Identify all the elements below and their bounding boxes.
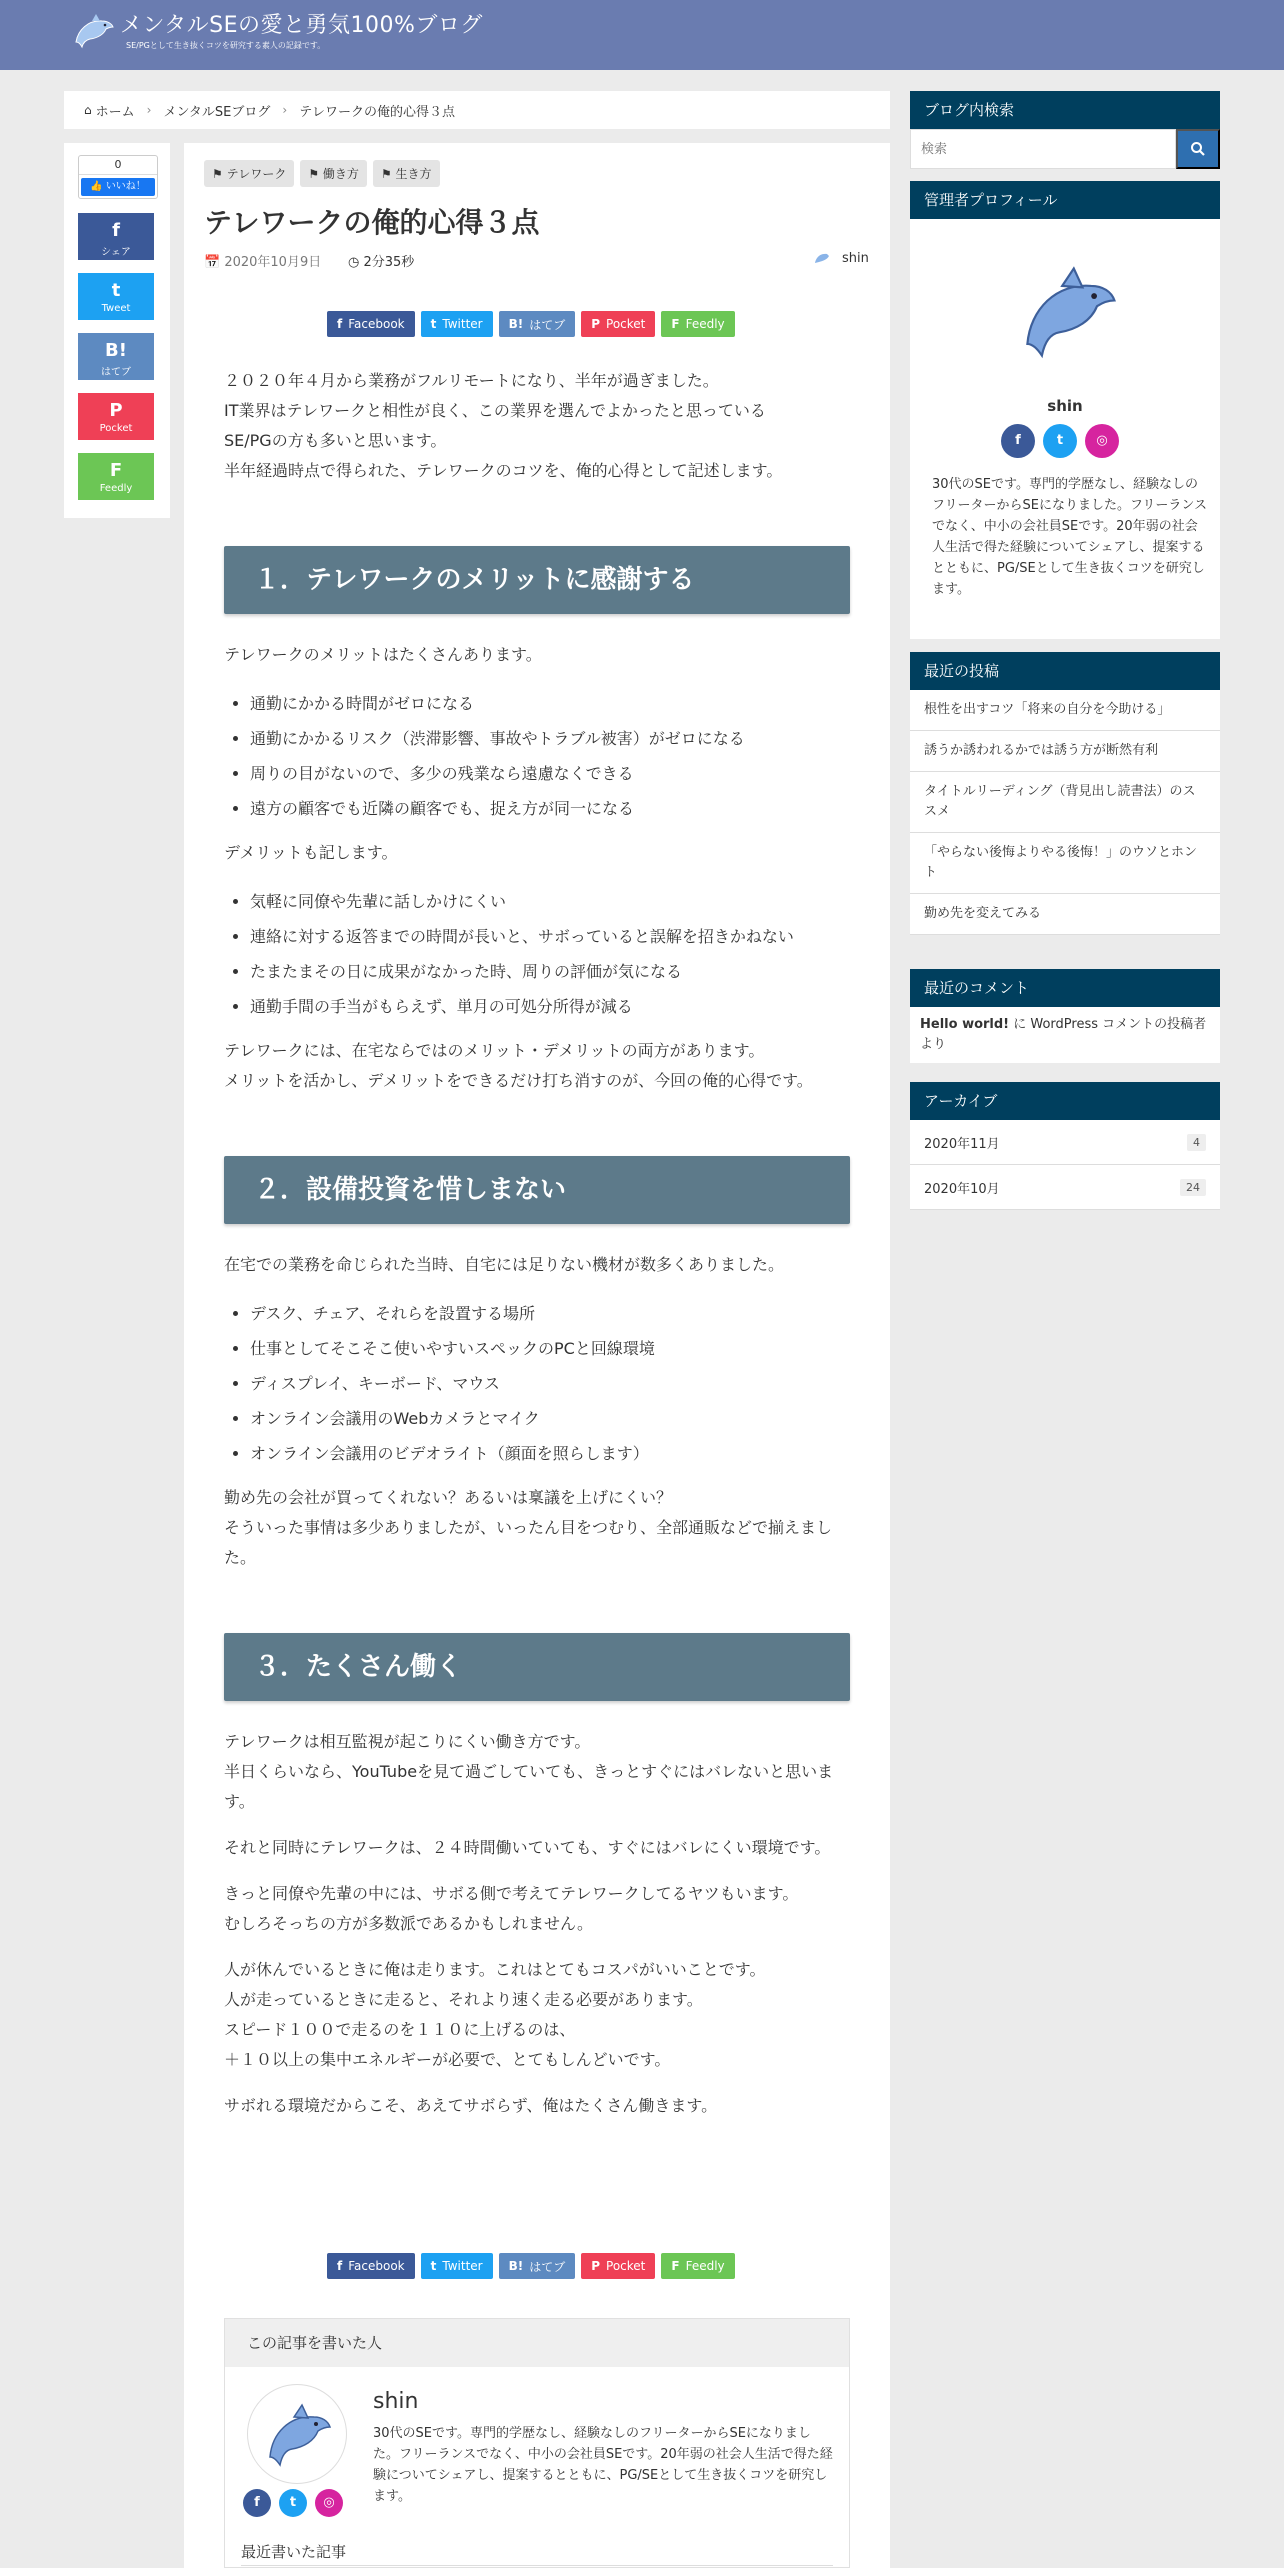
- author-avatar[interactable]: [247, 2384, 347, 2484]
- paragraph: 在宅での業務を命じられた当時、自宅には足りない機材が数多くありました。: [224, 1255, 785, 1274]
- calendar-icon: 📅: [204, 255, 225, 270]
- search-widget-title: ブログ内検索: [910, 91, 1220, 129]
- merit-list: [224, 686, 850, 826]
- text-line: SE/PGの方も多いと思います。: [224, 431, 447, 450]
- twitter-icon[interactable]: t: [279, 2489, 307, 2517]
- text-line: テレワークは相互監視が起こりにくい働き方です。: [224, 1732, 591, 1751]
- archive-count: 4: [1187, 1134, 1206, 1151]
- feedly-icon: F: [671, 317, 680, 331]
- profile-name: shin: [1047, 397, 1083, 415]
- list-item: • オンライン会議用のWebカメラとマイク: [250, 1401, 850, 1436]
- chevron-right-icon: ›: [282, 103, 288, 117]
- home-icon: ⌂: [84, 103, 92, 117]
- twitter-share-button[interactable]: [421, 2253, 493, 2279]
- text-line: ＋１０以上の集中エネルギーが必要で、とてもしんどいです。: [224, 2050, 671, 2069]
- share-label: Facebook: [348, 2259, 405, 2273]
- archive-count: 24: [1180, 1179, 1206, 1196]
- list-item: • 連絡に対する返答までの時間が長いと、サボっていると誤解を招きかねない: [250, 919, 850, 954]
- recent-comment: [910, 1007, 1220, 1063]
- section-heading-3: ３．たくさん働く: [224, 1633, 850, 1701]
- paragraph: [224, 1879, 850, 1939]
- list-item: • オンライン会議用のビデオライト（顔面を照らします）: [250, 1436, 850, 1471]
- facebook-share-button[interactable]: [327, 311, 415, 337]
- profile-widget-title: 管理者プロフィール: [910, 181, 1220, 219]
- profile-widget: [910, 181, 1220, 639]
- text-line: 勤め先の会社が買ってくれない？あるいは稟議を上げにくい？: [224, 1488, 673, 1507]
- author-box: [224, 2318, 850, 2568]
- chevron-right-icon: ›: [146, 103, 152, 117]
- dolphin-logo-icon: [70, 12, 116, 52]
- list-item: • 通勤手間の手当がもらえず、単月の可処分所得が減る: [250, 989, 850, 1024]
- share-label: Feedly: [685, 317, 725, 331]
- author-avatar-icon: [812, 248, 832, 268]
- list-item: • デスク、チェア、それらを設置する場所: [250, 1296, 850, 1331]
- feedly-share-button[interactable]: [661, 2253, 734, 2279]
- post-date-value: 2020年10月9日: [224, 255, 322, 270]
- twitter-icon: t: [111, 280, 121, 301]
- facebook-icon: f: [337, 2259, 343, 2273]
- text-line: メリットを活かし、デメリットをできるだけ打ち消すのが、今回の俺的心得です。: [224, 1071, 813, 1090]
- share-label: Twitter: [442, 2259, 483, 2273]
- comment-post-link[interactable]: [920, 1017, 1009, 1032]
- hatena-icon: B!: [508, 2259, 524, 2273]
- feedly-icon: F: [671, 2259, 680, 2273]
- share-label: はてブ: [529, 317, 566, 332]
- facebook-icon[interactable]: f: [1001, 424, 1035, 458]
- text-line: IT業界はテレワークと相性が良く、この業界を選んでよかったと思っている: [224, 401, 766, 420]
- search-icon: [1190, 141, 1206, 157]
- dolphin-icon: [1010, 254, 1126, 370]
- paragraph: デメリットも記します。: [224, 843, 398, 862]
- tag-list: [204, 160, 446, 187]
- tag-label: テレワーク: [226, 167, 287, 181]
- breadcrumb-category[interactable]: メンタルSEブログ: [163, 104, 271, 120]
- site-subtitle: SE/PGとして生き抜くコツを研究する素人の記録です。: [126, 41, 326, 50]
- share-label: Pocket: [99, 423, 133, 434]
- list-item: • たまたまその日に成果がなかった時、周りの評価が気になる: [250, 954, 850, 989]
- text-line: むしろそっちの方が多数派であるかもしれません。: [224, 1914, 593, 1933]
- section-heading-2: ２．設備投資を惜しまない: [224, 1156, 850, 1224]
- facebook-icon: f: [112, 220, 120, 241]
- pocket-icon: P: [109, 400, 123, 421]
- tag-label: 生き方: [395, 167, 432, 181]
- site-title: メンタルSEの愛と勇気100%ブログ: [120, 13, 483, 38]
- thumbs-up-icon: 👍: [90, 181, 106, 192]
- intro-paragraph: [224, 366, 850, 486]
- comment-post-title: Hello world!: [920, 1017, 1010, 1032]
- share-label: Feedly: [685, 2259, 725, 2273]
- author-social-links: [243, 2489, 351, 2517]
- facebook-icon: f: [337, 317, 343, 331]
- author-box-desc: 30代のSEです。専門的学歴なし、経験なしのフリーターからSEになりました。フリーランスでなく、中小の会社員SEです。20年弱の社会人生活で得た経験についてシェアし、提案するとともに、PG/SEとして生き抜くコツを研究します。: [373, 2426, 833, 2504]
- paragraph: [224, 1036, 850, 1096]
- facebook-share-button[interactable]: [327, 2253, 415, 2279]
- share-label: Twitter: [442, 317, 483, 331]
- text-line: テレワークには、在宅ならではのメリット・デメリットの両方があります。: [224, 1041, 765, 1060]
- recent-comments-title: 最近のコメント: [910, 969, 1220, 1007]
- author-recent-heading: 最近書いた記事: [241, 2543, 347, 2561]
- tag-icon: ⚑: [212, 167, 227, 181]
- share-horizontal-top: [327, 311, 741, 337]
- post-date: [204, 251, 321, 270]
- paragraph: [224, 1727, 850, 1817]
- tag-workstyle[interactable]: [300, 160, 367, 187]
- feedly-share-button[interactable]: [661, 311, 734, 337]
- share-label: はてブ: [101, 367, 131, 378]
- recent-posts-title: 最近の投稿: [910, 652, 1220, 690]
- paragraph: [224, 2091, 850, 2121]
- paragraph: テレワークのメリットはたくさんあります。: [224, 645, 542, 664]
- list-item: • ディスプレイ、キーボード、マウス: [250, 1366, 850, 1401]
- facebook-icon[interactable]: f: [243, 2489, 271, 2517]
- hatena-share-button[interactable]: [499, 2253, 576, 2279]
- site-header: [0, 0, 1284, 70]
- share-label: Facebook: [348, 317, 405, 331]
- tag-lifestyle[interactable]: [373, 160, 440, 187]
- text-line: 半年経過時点で得られた、テレワークのコツを、俺的心得として記述します。: [224, 461, 783, 480]
- search-input[interactable]: [910, 129, 1176, 169]
- main-article: [184, 143, 890, 2568]
- author-box-heading: この記事を書いた人: [225, 2319, 849, 2367]
- pocket-icon: P: [591, 317, 601, 331]
- author-box-name: shin: [373, 2389, 419, 2414]
- breadcrumb-home[interactable]: ホーム: [95, 104, 135, 120]
- recent-post-link[interactable]: 勤め先を変えてみる: [910, 894, 1220, 935]
- recent-post-link[interactable]: 「やらない後悔よりやる後悔！」のウソとホント: [910, 833, 1220, 894]
- pocket-icon: P: [591, 2259, 601, 2273]
- search-button[interactable]: [1176, 129, 1220, 169]
- share-label: シェア: [101, 247, 131, 258]
- equipment-list: [224, 1296, 850, 1471]
- list-item: • 気軽に同僚や先輩に話しかけにくい: [250, 884, 850, 919]
- hatena-share-button[interactable]: [78, 333, 154, 380]
- share-horizontal-bottom: [327, 2253, 741, 2279]
- archives-widget: [910, 1082, 1220, 1210]
- twitter-icon[interactable]: t: [1043, 424, 1077, 458]
- share-label: はてブ: [529, 2259, 566, 2274]
- facebook-share-button[interactable]: [78, 213, 154, 260]
- twitter-share-button[interactable]: [78, 273, 154, 320]
- text-line: 半日くらいなら、YouTubeを見て過ごしていても、きっとすぐにはバレないと思います。: [224, 1762, 834, 1811]
- recent-posts-widget: [910, 652, 1220, 935]
- tag-icon: ⚑: [380, 167, 396, 181]
- recent-post-link[interactable]: 根性を出すコツ「将来の自分を今助ける」: [910, 690, 1220, 731]
- paragraph: [224, 1833, 850, 1863]
- feedly-share-button[interactable]: [78, 453, 154, 500]
- pocket-share-button[interactable]: [581, 311, 655, 337]
- dolphin-icon: [258, 2395, 338, 2475]
- profile-social-links: [1001, 424, 1127, 458]
- archives-title: アーカイブ: [910, 1082, 1220, 1120]
- feedly-icon: F: [109, 460, 123, 481]
- instagram-icon[interactable]: ◎: [1085, 424, 1119, 458]
- like-count: 0: [79, 156, 157, 175]
- share-label: Tweet: [101, 303, 131, 314]
- recent-post-link[interactable]: タイトルリーディング（背見出し読書法）のススメ: [910, 772, 1220, 833]
- text-line: それと同時にテレワークは、２４時間働いていても、すぐにはバレにくい環境です。: [224, 1838, 831, 1857]
- text-line: 人が休んでいるときに俺は走ります。これはとてもコスパがいいことです。: [224, 1960, 766, 1979]
- list-item: • 通勤にかかるリスク（渋滞影響、事故やトラブル被害）がゼロになる: [250, 721, 850, 756]
- paragraph: [224, 1955, 850, 2075]
- search-widget: [910, 91, 1220, 169]
- clock-icon: ◷: [348, 255, 364, 270]
- text-line: そういった事情は多少ありましたが、いったん目をつむり、全部通販などで揃えました。: [224, 1518, 833, 1567]
- text-line: サボれる環境だからこそ、あえてサボらず、俺はたくさん働きます。: [224, 2096, 718, 2115]
- twitter-share-button[interactable]: [421, 311, 493, 337]
- archive-label: 2020年10月: [924, 1181, 1000, 1197]
- site-logo[interactable]: [70, 12, 483, 52]
- list-item: • 通勤にかかる時間がゼロになる: [250, 686, 850, 721]
- share-label: Feedly: [99, 483, 133, 494]
- post-title: テレワークの俺的心得３点: [204, 206, 540, 239]
- hatena-share-button[interactable]: [499, 311, 576, 337]
- post-author[interactable]: [812, 248, 869, 268]
- read-time: [348, 251, 414, 270]
- archive-item[interactable]: [910, 1165, 1220, 1210]
- text-line: 人が走っているときに走ると、それより速く走る必要があります。: [224, 1990, 703, 2009]
- like-label: いいね！: [105, 181, 146, 192]
- text-line: ２０２０年４月から業務がフルリモートになり、半年が過ぎました。: [224, 371, 719, 390]
- list-item: • 仕事としてそこそこ使いやすいスペックのPCと回線環境: [250, 1331, 850, 1366]
- breadcrumb-current: テレワークの俺的心得３点: [299, 104, 455, 120]
- tag-telework[interactable]: [204, 160, 294, 187]
- tag-label: 働き方: [322, 167, 359, 181]
- twitter-icon: t: [430, 317, 437, 331]
- breadcrumb: [64, 91, 890, 129]
- share-vertical: [64, 143, 170, 518]
- text-line: きっと同僚や先輩の中には、サボる側で考えてテレワークしてるヤツもいます。: [224, 1884, 799, 1903]
- archive-label: 2020年11月: [924, 1136, 1000, 1152]
- author-name: shin: [842, 250, 869, 266]
- facebook-like-box[interactable]: [78, 155, 158, 199]
- pocket-share-button[interactable]: [78, 393, 154, 440]
- share-label: Pocket: [606, 2259, 646, 2273]
- share-label: Pocket: [606, 317, 646, 331]
- pocket-share-button[interactable]: [581, 2253, 655, 2279]
- comment-text: に WordPress コメントの投稿者 より: [920, 1017, 1207, 1052]
- text-line: スピード１００で走るのを１１０に上げるのは、: [224, 2020, 576, 2039]
- recent-comments-widget: [910, 969, 1220, 1063]
- divider: [241, 2565, 833, 2566]
- demerit-list: [224, 884, 850, 1024]
- list-item: • 遠方の顧客でも近隣の顧客でも、捉え方が同一になる: [250, 791, 850, 826]
- recent-post-link[interactable]: 誘うか誘われるかでは誘う方が断然有利: [910, 731, 1220, 772]
- hatena-icon: B!: [105, 340, 127, 361]
- profile-desc: 30代のSEです。専門的学歴なし、経験なしのフリーターからSEになりました。フリーランスでなく、中小の会社員SEです。20年弱の社会人生活で得た経験についてシェアし、提案するとともに、PG/SEとして生き抜くコツを研究します。: [932, 477, 1208, 597]
- tag-icon: ⚑: [308, 167, 323, 181]
- read-time-value: 2分35秒: [363, 255, 415, 270]
- like-button[interactable]: [81, 178, 155, 196]
- section-heading-1: １．テレワークのメリットに感謝する: [224, 546, 850, 614]
- archive-item[interactable]: [910, 1120, 1220, 1165]
- twitter-icon: t: [430, 2259, 437, 2273]
- paragraph: [224, 1483, 850, 1573]
- hatena-icon: B!: [508, 317, 524, 331]
- post-content: [224, 366, 850, 2137]
- list-item: • 周りの目がないので、多少の残業なら遠慮なくできる: [250, 756, 850, 791]
- instagram-icon[interactable]: ◎: [315, 2489, 343, 2517]
